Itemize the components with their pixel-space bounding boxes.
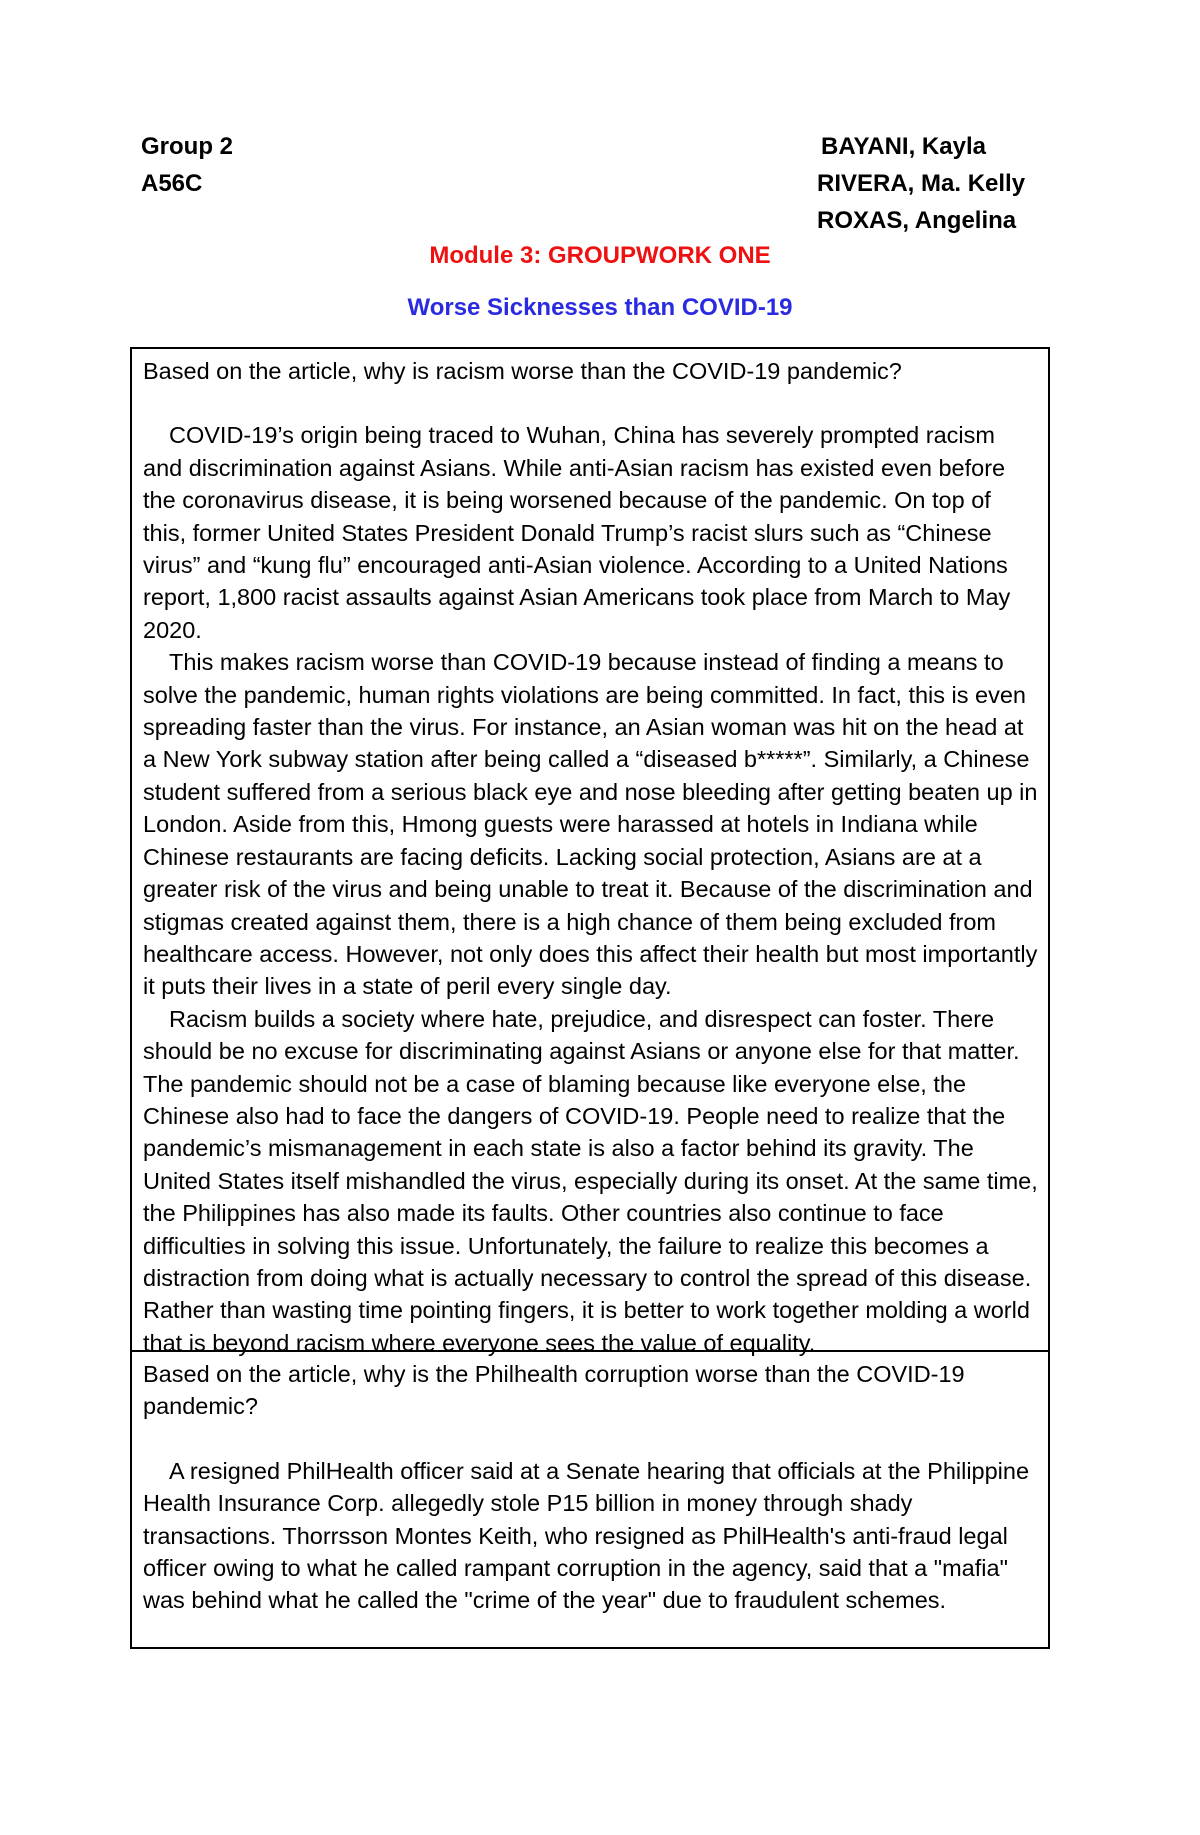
question-text: Based on the article, why is the Philhealth corruption worse than the COVID-19 pandemic?: [143, 1361, 965, 1420]
worksheet-subtitle: Worse Sicknesses than COVID-19: [407, 294, 793, 321]
member-name: RIVERA, Ma. Kelly: [817, 170, 1026, 197]
answer-paragraph: A resigned PhilHealth officer said at a Senate hearing that officials at the Philippine Health Insurance Corp. allegedly stole P15 billion in money through shady transactions. Thorrsson Montes Keith, who resigned as PhilHealth's anti-fraud legal officer owing to what he called rampant corruption in the agency, said that a "mafia" was behind what he called the "crime of the year" due to fraudulent schemes.: [143, 1457, 1030, 1614]
question-cell: [132, 349, 1048, 1356]
member-name: ROXAS, Angelina: [817, 207, 1017, 234]
question-text: Based on the article, why is racism worse than the COVID-19 pandemic?: [143, 358, 902, 384]
member-name: BAYANI, Kayla: [821, 133, 986, 160]
question-cell: [132, 1352, 1048, 1647]
question-table: [130, 347, 1050, 1649]
answer-paragraph: This makes racism worse than COVID-19 because instead of finding a means to solve the pandemic, human rights violations are being committed. In fact, this is even spreading faster than the virus. For instance, an Asian woman was hit on the head at a New York subway station after being called a “diseased b*****”. Similarly, a Chinese student suffered from a serious black eye and nose bleeding after getting beaten up in London. Aside from this, Hmong guests were harassed at hotels in Indiana while Chinese restaurants are facing deficits. Lacking social protection, Asians are at a greater risk of the virus and being unable to treat it. Because of the discrimination and stigmas created against them, there is a high chance of them being excluded from healthcare access. However, not only does this affect their health but most importantly it puts their lives in a state of peril every single day.: [143, 649, 1038, 1000]
answer-paragraph: Racism builds a society where hate, prejudice, and disrespect can foster. There should be no excuse for discriminating against Asians or anyone else for that matter. The pandemic should not be a case of blaming because like everyone else, the Chinese also had to face the dangers of COVID-19. People need to realize that the pandemic’s mismanagement in each state is also a factor behind its gravity. The United States itself mishandled the virus, especially during its onset. At the same time, the Philippines has also made its faults. Other countries also continue to face difficulties in solving this issue. Unfortunately, the failure to realize this becomes a distraction from doing what is actually necessary to control the spread of this disease. Rather than wasting time pointing fingers, it is better to work together molding a world that is beyond racism where everyone sees the value of equality.: [143, 1005, 1038, 1356]
section-label: A56C: [141, 170, 203, 197]
answer-paragraph: COVID-19’s origin being traced to Wuhan, China has severely prompted racism and discrimination against Asians. While anti-Asian racism has existed even before the coronavirus disease, it is being worsened because of the pandemic. On top of this, former United States President Donald Trump’s racist slurs such as “Chinese virus” and “kung flu” encouraged anti-Asian violence. According to a United Nations report, 1,800 racist assaults against Asian Americans took place from March to May 2020.: [143, 422, 1011, 643]
module-title: Module 3: GROUPWORK ONE: [429, 242, 771, 269]
group-label: Group 2: [141, 133, 234, 160]
